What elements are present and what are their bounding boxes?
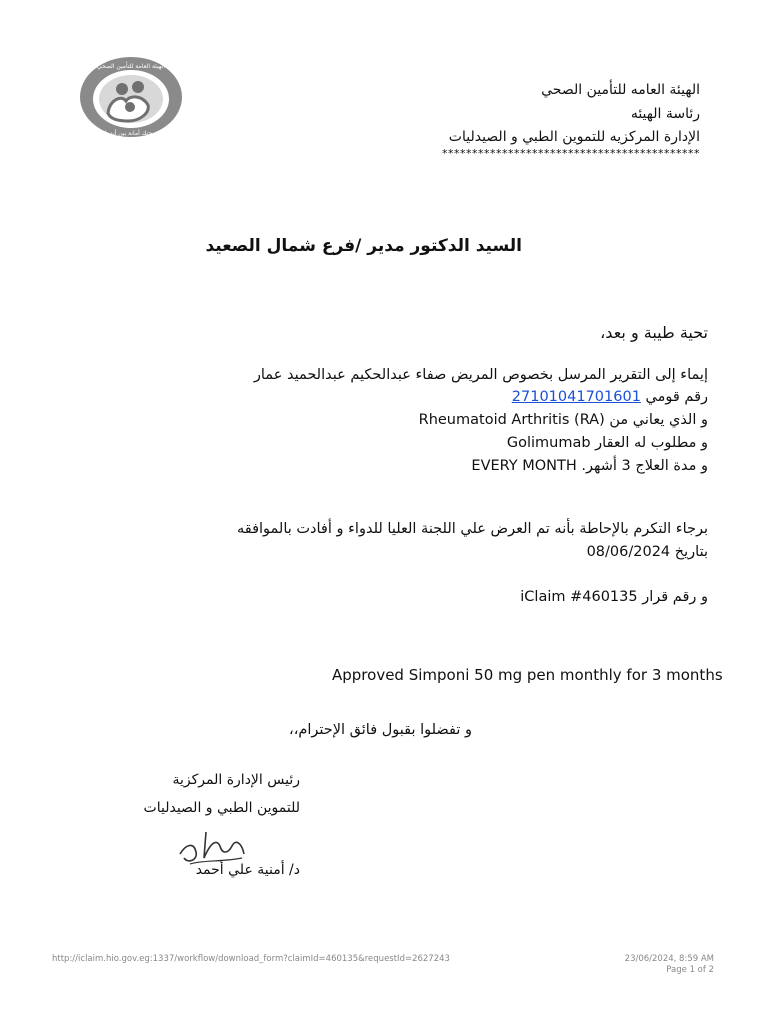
reference-line: إيماء إلى التقرير المرسل بخصوص المريض صفاء عبدالحكيم عبدالحميد عمار <box>253 367 708 383</box>
drug-prefix: و مطلوب له العقار <box>595 435 708 451</box>
signatory-name: د/ أمنية علي أحمد <box>195 862 300 878</box>
approval-date: 08/06/2024 <box>586 544 671 560</box>
header-divider: ******************************************* <box>442 147 700 160</box>
diagnosis-prefix: و الذي يعاني من <box>609 412 708 428</box>
logo-bottom-text: صحتك أمانة بين أيدينا <box>104 130 158 137</box>
header-division: الإدارة المركزيه للتموين الطبي و الصيدليات <box>448 129 700 145</box>
national-id-label: رقم قومي <box>645 389 708 405</box>
diagnosis-line <box>419 409 708 431</box>
decision-number: iClaim #460135 <box>520 589 638 605</box>
national-id-line <box>512 386 708 408</box>
footer-url: http://iclaim.hio.gov.eg:1337/workflow/download_form?claimId=460135&requestId=2627243 <box>52 954 450 964</box>
duration-prefix: و مدة العلاج 3 أشهر. <box>581 458 708 474</box>
decision-prefix: و رقم قرار <box>642 589 708 605</box>
signatory-department: للتموين الطبي و الصيدليات <box>143 800 300 816</box>
decision-line <box>520 586 708 608</box>
logo-arc-text: الهيئة العامة للتأمين الصحي <box>96 63 166 70</box>
date-line <box>587 541 708 563</box>
signatory-title: رئيس الإدارة المركزية <box>172 772 300 788</box>
diagnosis-value: Rheumatoid Arthritis (RA) <box>418 412 605 428</box>
date-prefix: بتاريخ <box>674 544 708 560</box>
footer-timestamp: 23/06/2024, 8:59 AM <box>624 954 714 964</box>
drug-value: Golimumab <box>506 435 591 451</box>
drug-line <box>507 432 708 454</box>
addressee: السيد الدكتور مدير /فرع شمال الصعيد <box>205 236 522 256</box>
national-id-link[interactable]: 27101041701601 <box>511 389 641 405</box>
footer-page-number: Page 1 of 2 <box>666 965 714 975</box>
header-organization: الهيئة العامه للتأمين الصحي <box>541 82 700 98</box>
header-department: رئاسة الهيئه <box>630 106 700 122</box>
greeting: تحية طيبة و بعد، <box>600 323 708 342</box>
organization-logo <box>78 55 184 139</box>
duration-line <box>471 455 708 477</box>
notice-line: برجاء التكرم بالإحاطة بأنه تم العرض علي اللجنة العليا للدواء و أفادت بالموافقه <box>236 521 708 537</box>
closing-line: و تفضلوا بقبول فائق الإحترام،، <box>289 722 472 738</box>
frequency-value: EVERY MONTH <box>471 458 577 474</box>
approval-statement: Approved Simponi 50 mg pen monthly for 3 months <box>332 666 723 684</box>
